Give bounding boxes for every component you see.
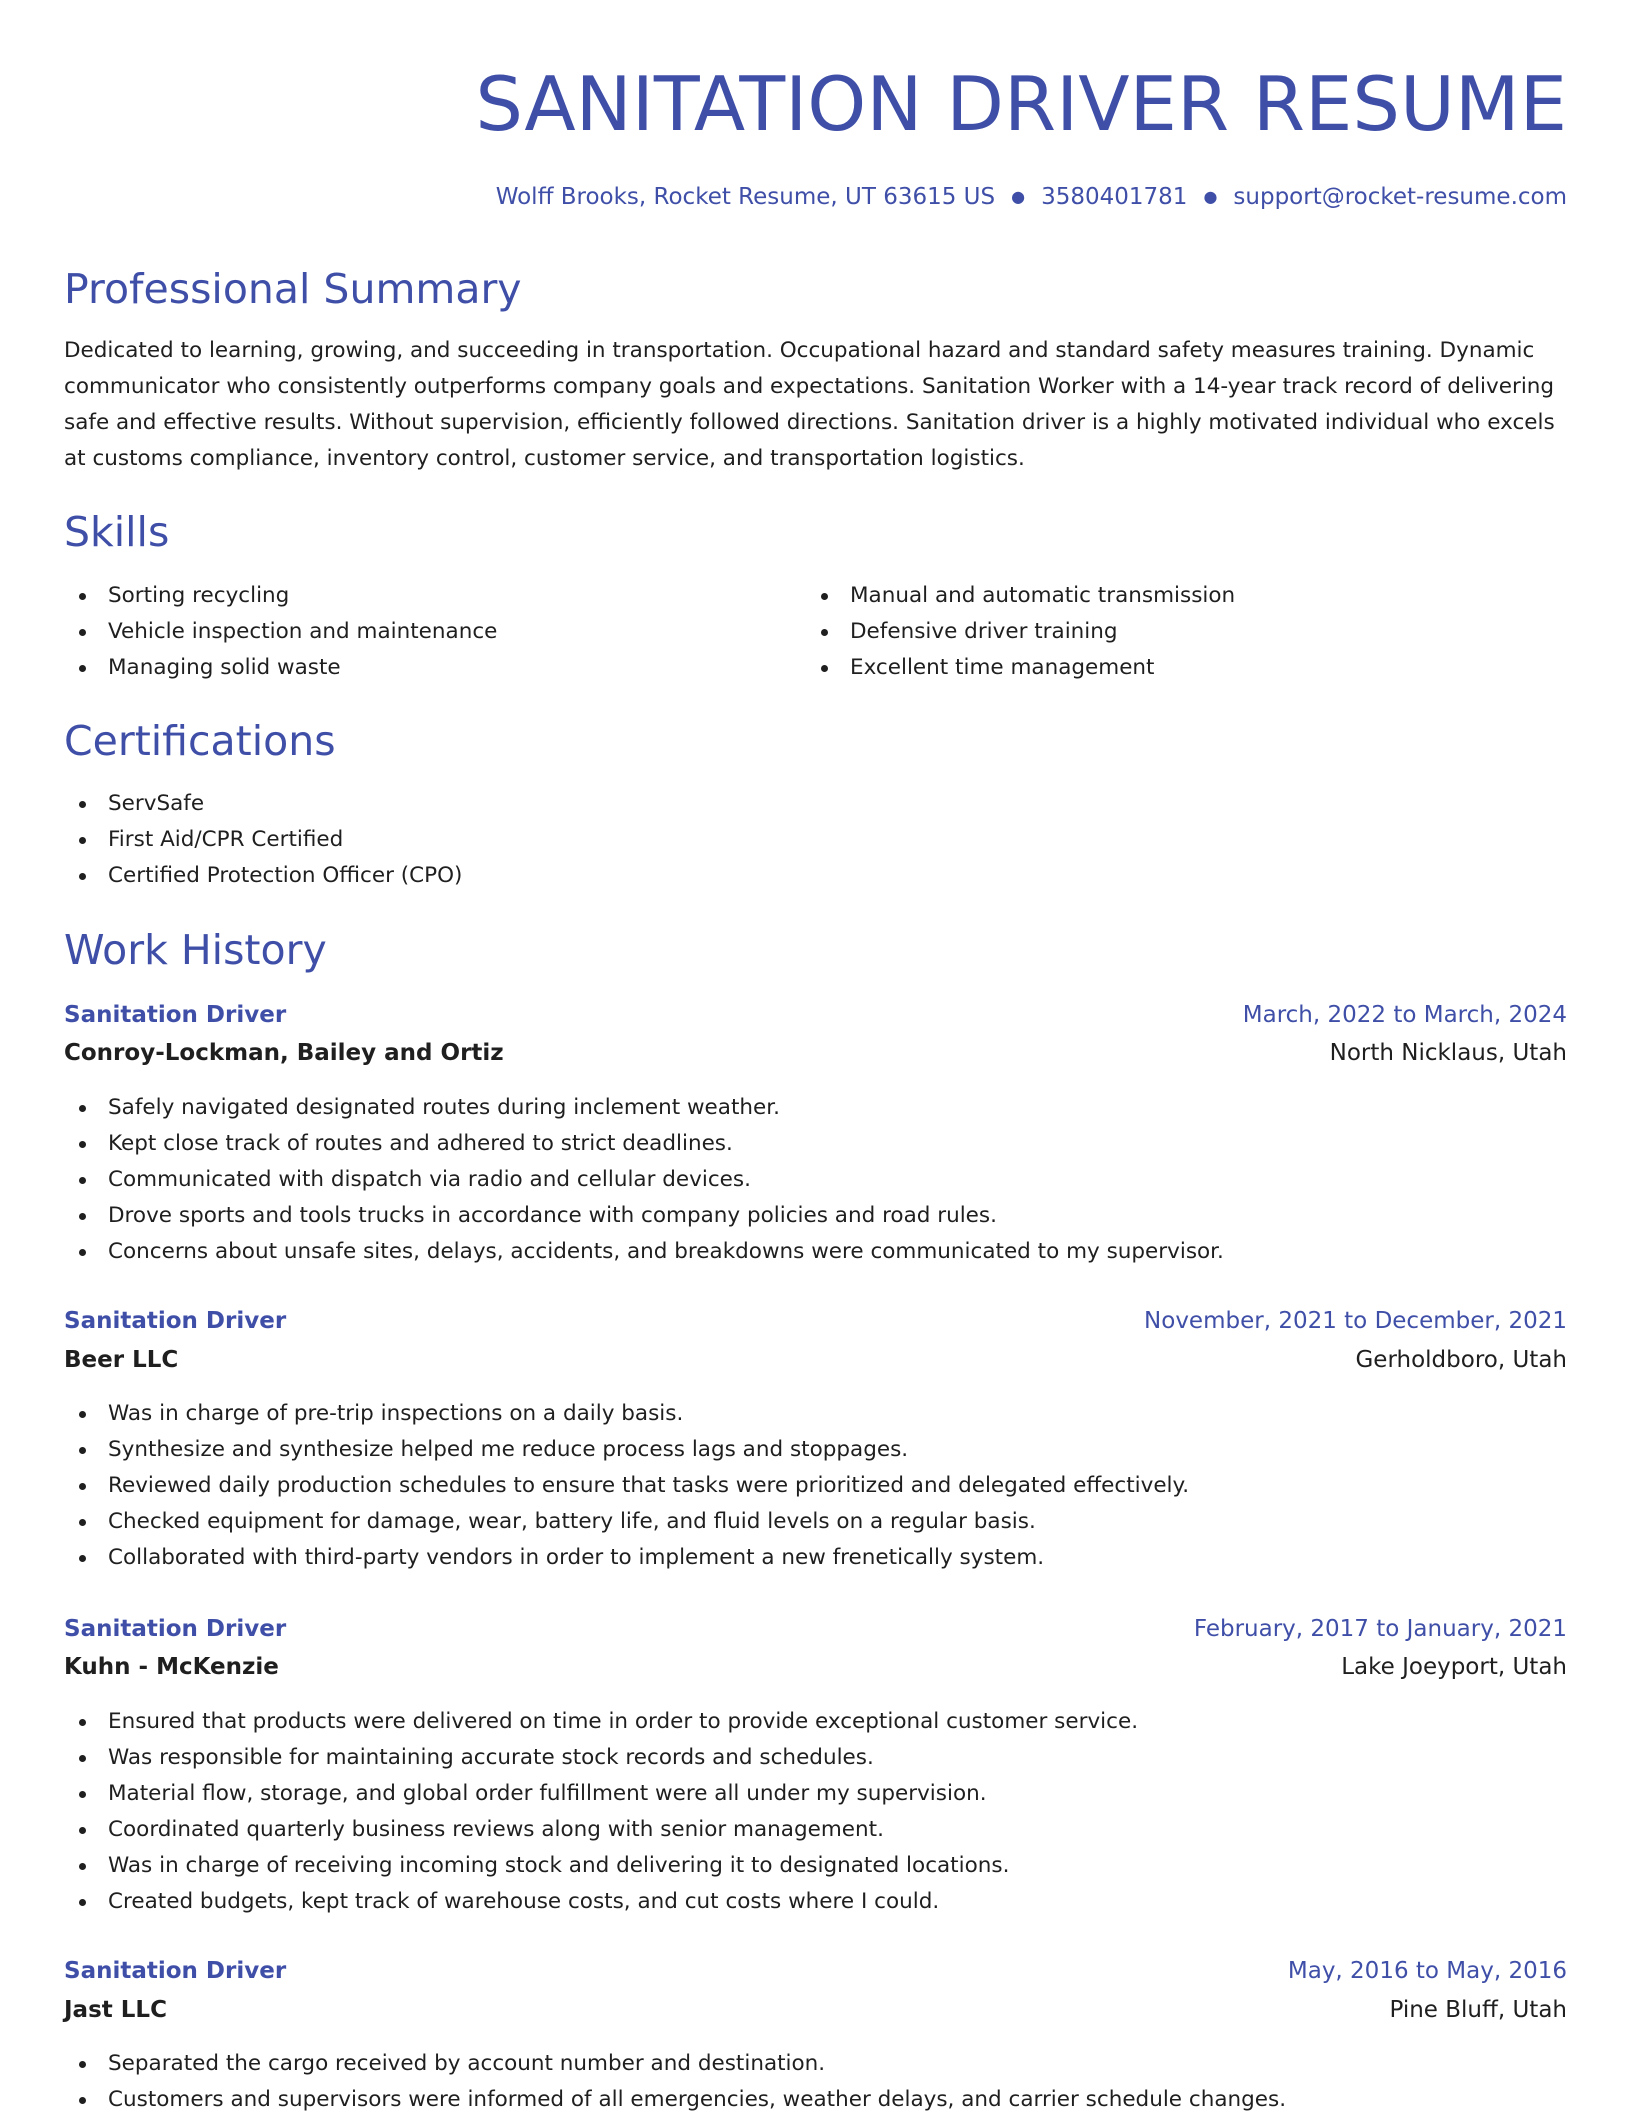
- job-bullets: [64, 2046, 1286, 2118]
- skills-heading: Skills: [64, 508, 170, 556]
- job-dates: March, 2022 to March, 2024: [1242, 1002, 1567, 1028]
- job-header: [64, 1302, 1567, 1340]
- job-bullet: Material flow, storage, and global order fulfillment were all under my supervision.: [64, 1776, 1138, 1812]
- bullet-separator: ●: [1203, 187, 1218, 206]
- job-bullets: [64, 1704, 1138, 1920]
- job-header: [64, 996, 1567, 1034]
- skill-item: Excellent time management: [806, 650, 1235, 686]
- job-dates: November, 2021 to December, 2021: [1144, 1308, 1567, 1334]
- job-bullet: Was in charge of receiving incoming stock and delivering it to designated locations.: [64, 1848, 1138, 1884]
- job-bullet: Synthesize and synthesize helped me reduce process lags and stoppages.: [64, 1432, 1189, 1468]
- job-title: Sanitation Driver: [64, 1958, 287, 1984]
- job-bullet: Was responsible for maintaining accurate stock records and schedules.: [64, 1740, 1138, 1776]
- job-title: Sanitation Driver: [64, 1616, 287, 1642]
- summary-heading: Professional Summary: [64, 265, 522, 313]
- skill-item: Managing solid waste: [64, 650, 497, 686]
- job-company: Kuhn - McKenzie: [64, 1654, 279, 1680]
- skill-item: Vehicle inspection and maintenance: [64, 614, 497, 650]
- job-subheader: [64, 1034, 1567, 1072]
- job-bullets: [64, 1090, 1224, 1270]
- job-subheader: [64, 1341, 1567, 1379]
- resume-title: SANITATION DRIVER RESUME: [475, 60, 1567, 148]
- skill-item: Manual and automatic transmission: [806, 578, 1235, 614]
- job-bullet: Collaborated with third-party vendors in order to implement a new frenetically system.: [64, 1540, 1189, 1576]
- bullet-separator: ●: [1011, 187, 1026, 206]
- certification-item: ServSafe: [64, 786, 462, 822]
- skills-list-left: [64, 578, 497, 686]
- job-bullet: Customers and supervisors were informed of all emergencies, weather delays, and carrier schedule changes.: [64, 2082, 1286, 2118]
- work-history-heading: Work History: [64, 926, 327, 974]
- job-bullet: Ensured that products were delivered on time in order to provide exceptional customer service.: [64, 1704, 1138, 1740]
- job-location: North Nicklaus, Utah: [1329, 1040, 1567, 1066]
- job-bullets: [64, 1396, 1189, 1576]
- certification-item: Certified Protection Officer (CPO): [64, 858, 462, 894]
- job-title: Sanitation Driver: [64, 1308, 287, 1334]
- summary-text: Dedicated to learning, growing, and succeeding in transportation. Occupational hazard and standard safety measures training. Dynamic communicator who consistently outperforms company goals and expectations. Sanitation Worker with a 14-year track record of delivering safe and effective results. Without supervision, efficiently followed directions. Sanitation driver is a highly motivated individual who excels at customs compliance, inventory control, customer service, and transportation logistics.: [64, 338, 1555, 471]
- skill-item: Sorting recycling: [64, 578, 497, 614]
- job-header: [64, 1610, 1567, 1648]
- job-bullet: Created budgets, kept track of warehouse costs, and cut costs where I could.: [64, 1884, 1138, 1920]
- skill-item: Defensive driver training: [806, 614, 1235, 650]
- job-title: Sanitation Driver: [64, 1002, 287, 1028]
- job-company: Conroy-Lockman, Bailey and Ortiz: [64, 1040, 504, 1066]
- contact-phone: 3580401781: [1041, 184, 1188, 210]
- job-bullet: Separated the cargo received by account number and destination.: [64, 2046, 1286, 2082]
- job-bullet: Safely navigated designated routes during inclement weather.: [64, 1090, 1224, 1126]
- contact-line: [496, 180, 1567, 214]
- certifications-heading: Certifications: [64, 717, 336, 765]
- job-bullet: Was in charge of pre-trip inspections on a daily basis.: [64, 1396, 1189, 1432]
- job-dates: May, 2016 to May, 2016: [1287, 1958, 1567, 1984]
- job-bullet: Reviewed daily production schedules to ensure that tasks were prioritized and delegated effectively.: [64, 1468, 1189, 1504]
- job-location: Lake Joeyport, Utah: [1341, 1654, 1567, 1680]
- certifications-list: [64, 786, 462, 894]
- job-header: [64, 1952, 1567, 1990]
- job-bullet: Concerns about unsafe sites, delays, accidents, and breakdowns were communicated to my supervisor.: [64, 1234, 1224, 1270]
- certification-item: First Aid/CPR Certified: [64, 822, 462, 858]
- job-location: Pine Bluff, Utah: [1389, 1997, 1567, 2023]
- job-subheader: [64, 1991, 1567, 2029]
- job-company: Jast LLC: [64, 1997, 167, 2023]
- job-company: Beer LLC: [64, 1347, 179, 1373]
- job-bullet: Kept close track of routes and adhered to strict deadlines.: [64, 1126, 1224, 1162]
- job-bullet: Drove sports and tools trucks in accordance with company policies and road rules.: [64, 1198, 1224, 1234]
- job-location: Gerholdboro, Utah: [1355, 1347, 1567, 1373]
- job-bullet: Checked equipment for damage, wear, battery life, and fluid levels on a regular basis.: [64, 1504, 1189, 1540]
- job-subheader: [64, 1648, 1567, 1686]
- contact-email[interactable]: support@rocket-resume.com: [1233, 184, 1567, 210]
- job-bullet: Communicated with dispatch via radio and cellular devices.: [64, 1162, 1224, 1198]
- skills-list-right: [806, 578, 1235, 686]
- contact-address: Wolff Brooks, Rocket Resume, UT 63615 US: [495, 184, 996, 210]
- job-dates: February, 2017 to January, 2021: [1193, 1616, 1567, 1642]
- job-bullet: Coordinated quarterly business reviews along with senior management.: [64, 1812, 1138, 1848]
